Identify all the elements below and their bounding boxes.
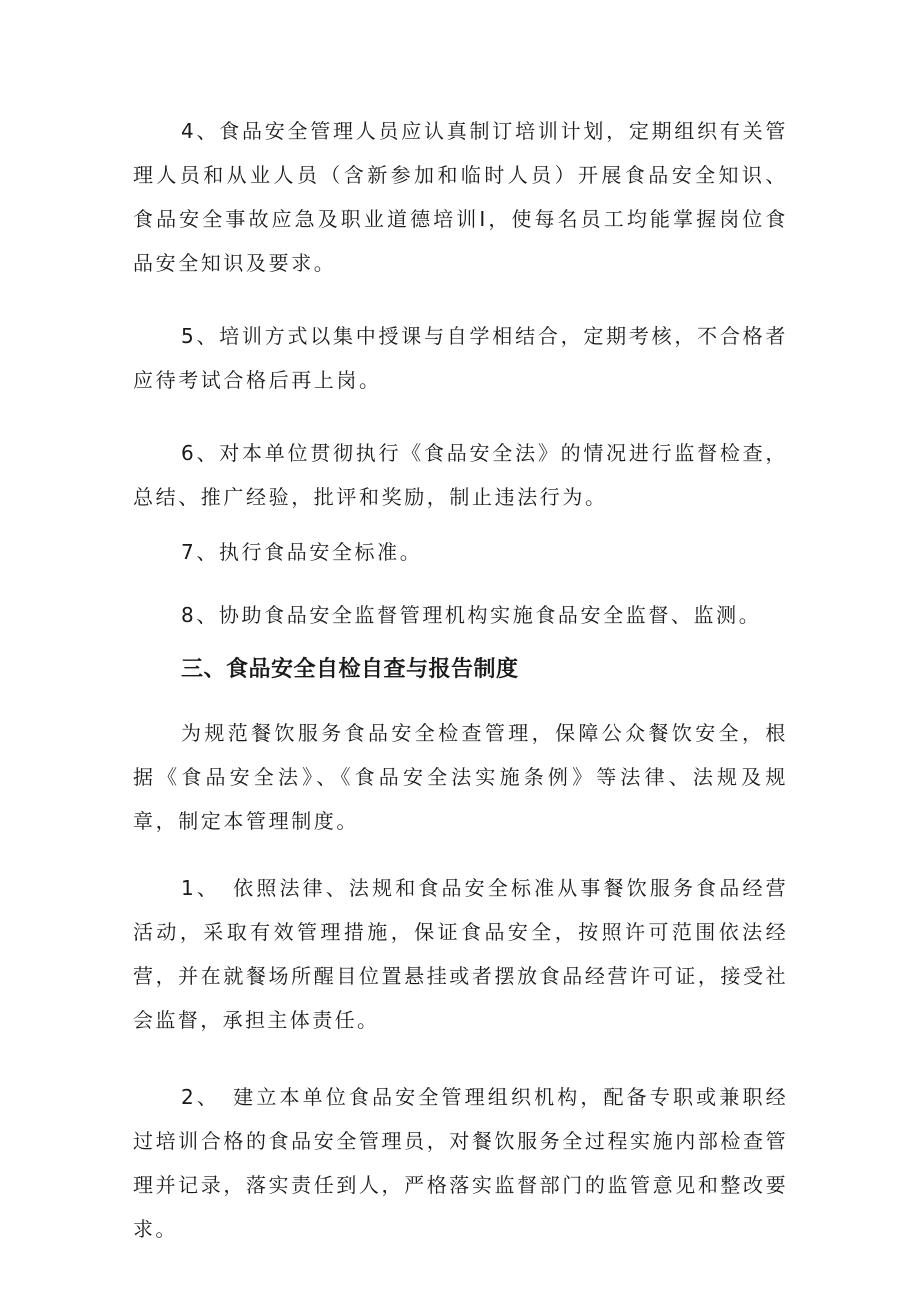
section-item-2: 2、 建立本单位食品安全管理组织机构，配备专职或兼职经过培训合格的食品安全管理员，对餐饮服务全过程实施内部检查管理并记录，落实责任到人，严格落实监督部门的监管意见和整改要求。 xyxy=(133,1085,788,1241)
paragraph-item-5: 5、培训方式以集中授课与自学相结合，定期考核，不合格者应待考试合格后再上岗。 xyxy=(133,324,788,392)
section-item-1: 1、 依照法律、法规和食品安全标准从事餐饮服务食品经营活动，采取有效管理措施，保证食品安全，按照许可范围依法经营，并在就餐场所醒目位置悬挂或者摆放食品经营许可证，接受社会监督，承担主体责任。 xyxy=(133,876,788,1032)
section-intro-paragraph: 为规范餐饮服务食品安全检查管理，保障公众餐饮安全，根据《食品安全法》、《食品安全法实施条例》等法律、法规及规章，制定本管理制度。 xyxy=(133,721,788,833)
paragraph-item-8: 8、协助食品安全监督管理机构实施食品安全监督、监测。 xyxy=(181,603,762,627)
paragraph-item-6: 6、对本单位贯彻执行《食品安全法》的情况进行监督检查，总结、推广经验，批评和奖励，制止违法行为。 xyxy=(133,441,788,509)
paragraph-item-4: 4、食品安全管理人员应认真制订培训计划，定期组织有关管理人员和从业人员（含新参加和临时人员）开展食品安全知识、食品安全事故应急及职业道德培训I，使每名员工均能掌握岗位食品安全知识及要求。 xyxy=(133,119,788,275)
section-heading: 三、食品安全自检自查与报告制度 xyxy=(181,657,519,682)
paragraph-item-7: 7、执行食品安全标准。 xyxy=(181,540,423,564)
